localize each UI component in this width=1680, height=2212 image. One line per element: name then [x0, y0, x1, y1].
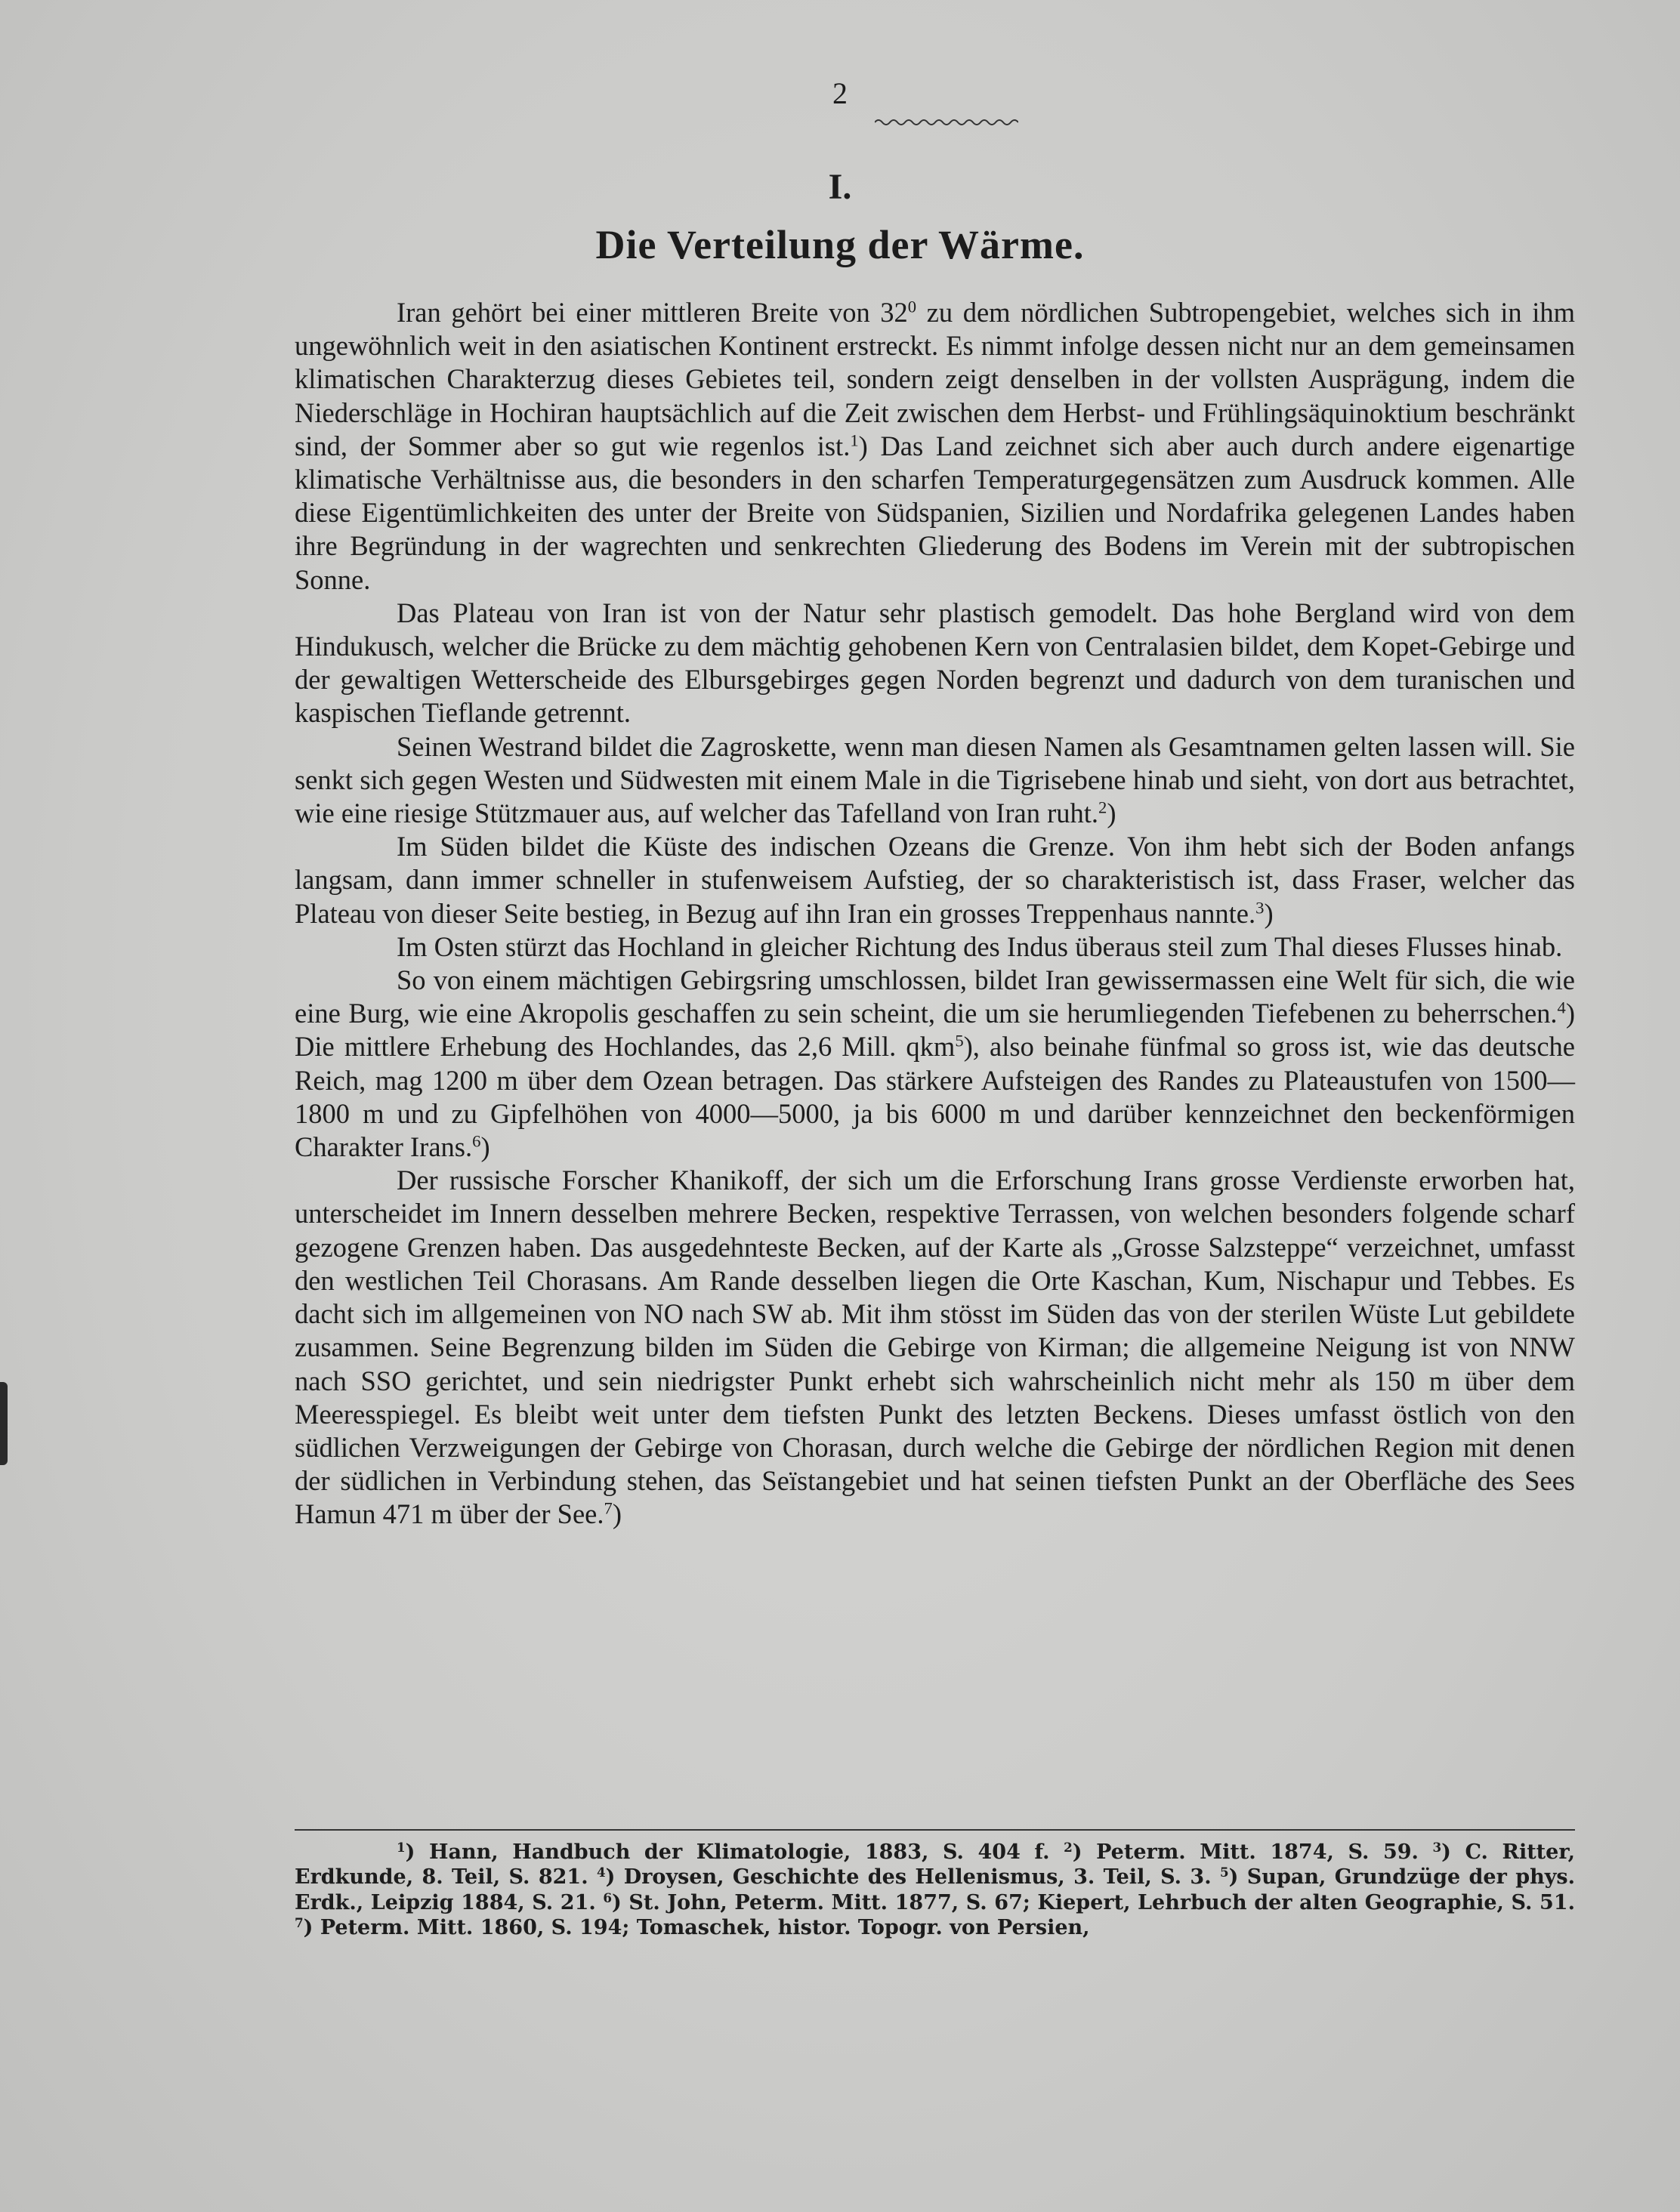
- binding-mark: [0, 1382, 8, 1465]
- paragraph: [295, 296, 1575, 597]
- text-span: ) Das Land zeichnet sich aber auch durch andere eigenartige klimatische Verhältnisse aus, die besonders in den scharfen Temperaturgegensätzen zum Ausdruck kommen. Alle diese Eigentümlichkeiten des unter der Breite von Südspanien, Sizilien und Nordafrika gelegenen Landes haben ihre Begründung in der wagrechten und senkrechten Gliederung des Bodens im Verein mit der subtropischen Sonne.: [295, 430, 1575, 595]
- text-span: zu dem nördlichen Subtropengebiet, welches sich in ihm ungewöhnlich weit in den asiatischen Kontinent erstreckt. Es nimmt infolge dessen nicht nur an dem gemeinsamen klimatischen Charakterzug dieses Gebietes teil, sondern zeigt denselben in der vollsten Ausprägung, indem die Niederschläge in Hochiran hauptsächlich auf die Zeit zwischen dem Herbst- und Frühlingsäquinoktium beschränkt sind, der Sommer aber so gut wie regenlos ist.: [295, 297, 1575, 461]
- text-span: Im Osten stürzt das Hochland in gleicher Richtung des Indus überaus steil zum Thal dieses Flusses hinab.: [397, 930, 1563, 962]
- footnote-ref: 6: [472, 1131, 481, 1151]
- chapter-title: Die Verteilung der Wärme.: [595, 222, 1085, 267]
- paragraph: [295, 930, 1575, 964]
- footnote-ref: 4: [1557, 998, 1566, 1017]
- text-span: ): [480, 1131, 490, 1163]
- footnote-mark: 2: [1064, 1839, 1073, 1855]
- footnote-divider: [295, 1829, 1575, 1831]
- footnote-mark: 5: [1220, 1865, 1229, 1880]
- footnote-block: [295, 1840, 1575, 1940]
- text-span: Im Süden bildet die Küste des indischen Ozeans die Grenze. Von ihm hebt sich der Boden anfangs langsam, dann immer schneller in stufenweisem Aufstieg, der so charakteristisch ist, dass Fraser, welcher das Plateau von dieser Seite bestieg, in Bezug auf ihn Iran ein grosses Treppenhaus nannte.: [295, 831, 1575, 929]
- text-span: ): [612, 1498, 622, 1530]
- wavy-rule: [875, 118, 1018, 127]
- superscript: 0: [907, 297, 917, 316]
- footnote-text: ) Peterm. Mitt. 1860, S. 194; Tomaschek, histor. Topogr. von Persien,: [303, 1915, 1090, 1939]
- paragraph: [295, 730, 1575, 831]
- text-span: Das Plateau von Iran ist von der Natur sehr plastisch gemodelt. Das hohe Bergland wird von dem Hindukusch, welcher die Brücke zu dem mächtig gehobenen Kern von Centralasien bildet, dem Kopet-Gebirge und der gewaltigen Wetterscheide des Elbursgebirges gegen Norden begrenzt und dadurch von dem turanischen und kaspischen Tieflande getrennt.: [295, 597, 1575, 729]
- text-span: ): [1264, 897, 1274, 929]
- footnote-text: ) Supan, Grundzüge der phys. Erdk., Leipzig 1884, S. 21.: [295, 1865, 1576, 1914]
- text-span: Iran gehört bei einer mittleren Breite von 32: [397, 297, 908, 328]
- text-span: ), also beinahe fünfmal so gross ist, wie das deutsche Reich, mag 1200 m über dem Ozean betragen. Das stärkere Aufsteigen des Randes zu Plateaustufen von 1500—1800 m und zu Gipfelhöhen von 4000—5000, ja bis 6000 m und darüber kennzeichnet den beckenförmigen Charakter Irans.: [295, 1031, 1575, 1163]
- footnote-ref: 5: [955, 1032, 964, 1051]
- body-text: [295, 296, 1575, 1532]
- footnote-text: ) C. Ritter, Erdkunde, 8. Teil, S. 821.: [295, 1840, 1575, 1890]
- footnote-ref: 3: [1255, 898, 1265, 918]
- footnotes: [295, 1840, 1575, 1940]
- text-span: ): [1107, 797, 1116, 829]
- footnote-text: ) Droysen, Geschichte des Hellenismus, 3. Teil, S. 3.: [605, 1865, 1220, 1890]
- paragraph: [295, 597, 1575, 730]
- text-span: Seinen Westrand bildet die Zagroskette, wenn man diesen Namen als Gesamtnamen gelten lassen will. Sie senkt sich gegen Westen und Südwesten mit einem Male in die Tigrisebene hinab und sieht, von dort aus betrachtet, wie eine riesige Stützmauer aus, auf welcher das Tafelland von Iran ruht.: [295, 730, 1575, 829]
- footnote-ref: 7: [604, 1498, 613, 1518]
- text-span: Der russische Forscher Khanikoff, der sich um die Erforschung Irans grosse Verdienste erworben hat, unterscheidet im Innern desselben mehrere Becken, respektive Terrassen, von welchen besonders folgende scharf gezogene Grenzen haben. Das ausgedehnteste Becken, auf der Karte als „Grosse Salzsteppe“ verzeichnet, umfasst den westlichen Teil Chorasans. Am Rande desselben liegen die Orte Kaschan, Kum, Nischapur und Tebbes. Es dacht sich im allgemeinen von NO nach SW ab. Mit ihm stösst im Süden das von der sterilen Wüste Lut gebildete zusammen. Seine Begrenzung bilden im Süden die Gebirge von Kirman; die allgemeine Neigung ist von NNW nach SSO gerichtet, und sein niedrigster Punkt erhebt sich wahrscheinlich nicht mehr als 150 m über dem Meeresspiegel. Es bleibt weit unter dem tiefsten Punkt des letzten Beckens. Dieses umfasst östlich von den südlichen Verzweigungen der Gebirge von Chorasan, durch welche die Gebirge der nördlichen Region mit denen der südlichen in Verbindung stehen, das Seïstangebiet und hat seinen tiefsten Punkt an der Oberfläche des Sees Hamun 471 m über der See.: [295, 1165, 1575, 1530]
- footnote-ref: 2: [1098, 797, 1107, 817]
- footnote-text: ) Peterm. Mitt. 1874, S. 59.: [1072, 1840, 1433, 1864]
- footnote-text: ) St. John, Peterm. Mitt. 1877, S. 67; Kiepert, Lehrbuch der alten Geographie, S. 51.: [612, 1890, 1575, 1914]
- footnote-ref: 1: [850, 430, 859, 450]
- page-number: 2: [832, 76, 848, 110]
- text-span: ) Die mittlere Erhebung des Hochlandes, das 2,6 Mill. qkm: [295, 998, 1575, 1063]
- footnote-mark: 3: [1432, 1839, 1442, 1855]
- paragraph: [295, 830, 1575, 930]
- paragraph: [295, 1164, 1575, 1531]
- paragraph: [295, 964, 1575, 1164]
- footnote-mark: 4: [596, 1865, 606, 1880]
- footnote-text: ) Hann, Handbuch der Klimatologie, 1883, S. 404 f.: [405, 1840, 1064, 1864]
- chapter-number: I.: [828, 167, 852, 207]
- footnote-mark: 6: [603, 1890, 613, 1905]
- footnote-mark: 1: [397, 1839, 406, 1855]
- text-span: So von einem mächtigen Gebirgsring umschlossen, bildet Iran gewissermassen eine Welt für sich, die wie eine Burg, wie eine Akropolis geschaffen zu sein scheint, die um sie herumliegenden Tiefebenen zu beherrschen.: [295, 964, 1575, 1029]
- footnote-mark: 7: [295, 1914, 304, 1930]
